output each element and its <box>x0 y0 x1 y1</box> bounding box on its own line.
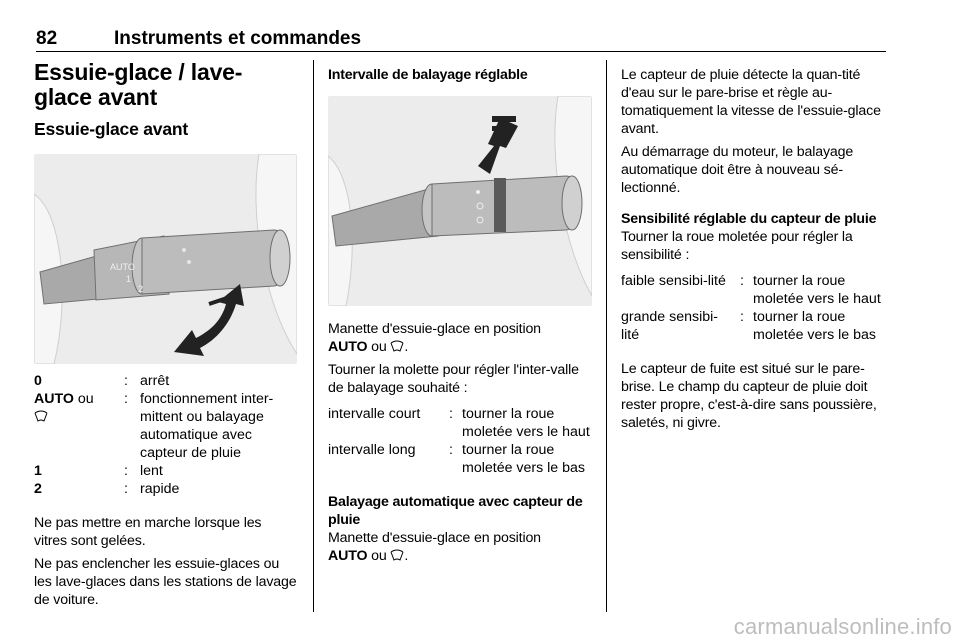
turn-arrow-icon <box>174 284 244 356</box>
interval-illustration <box>328 96 592 306</box>
auto-label: AUTO <box>34 391 74 407</box>
list-item <box>621 308 887 344</box>
sensitivity-term: grande sensibi-lité <box>621 309 719 343</box>
instruction-paragraph: Manette d'essuie-glace en position AUTO ou . <box>328 530 541 564</box>
interval-figure <box>328 96 592 306</box>
auto-label: AUTO <box>328 339 368 355</box>
list-item <box>34 390 298 462</box>
separator: : <box>124 481 128 497</box>
auto-label: AUTO <box>328 548 368 564</box>
separator: : <box>740 273 744 289</box>
section-title: Essuie-glace / lave-glace avant <box>34 59 243 110</box>
sensitivity-term: faible sensibi-lité <box>621 273 726 289</box>
warning-paragraph: Ne pas mettre en marche lorsque les vitres sont gelées. <box>34 515 262 549</box>
position-def: fonctionnement inter-mittent ou balayage automatique avec capteur de pluie <box>140 391 274 461</box>
column-2 <box>328 60 590 565</box>
position-term: 0 <box>34 373 42 389</box>
section-heading: Intervalle de balayage réglable <box>328 67 528 83</box>
watermark: carmanualsonline.info <box>733 614 952 639</box>
info-paragraph: Le capteur de fuite est situé sur le pare-brise. Le champ du capteur de pluie doit rester propre, c'est-à-dire sans poussière, saletés, ni givre. <box>621 361 877 431</box>
section-heading: Balayage automatique avec capteur de pluie <box>328 494 583 528</box>
interval-list <box>328 405 590 477</box>
separator: : <box>449 406 453 422</box>
column-1 <box>34 60 298 609</box>
figure-caption: Manette d'essuie-glace en position AUTO ou . <box>328 321 541 355</box>
column-3 <box>621 60 887 432</box>
speed-2-mark: 2 <box>138 284 144 294</box>
sensitivity-def: tourner la roue moletée vers le haut <box>753 273 881 307</box>
page-number: 82 <box>36 28 58 49</box>
position-term: 2 <box>34 481 42 497</box>
warning-paragraph: Ne pas enclencher les essuie-glaces ou les lave-glaces dans les stations de lavage de voiture. <box>34 556 297 608</box>
rain-sensor-wiper-icon <box>390 549 404 561</box>
list-item <box>621 272 887 308</box>
wiper-stalk-figure <box>34 154 297 364</box>
position-list <box>34 372 298 498</box>
rain-sensor-wiper-icon <box>34 410 48 422</box>
wiper-stalk-illustration <box>34 154 297 364</box>
instruction-paragraph: Tourner la roue moletée pour régler la sensibilité : <box>621 229 853 263</box>
auto-mark: AUTO <box>110 262 135 272</box>
caption-text: Manette d'essuie-glace en position <box>328 321 541 337</box>
chapter-title: Instruments et commandes <box>114 28 362 49</box>
interval-def: tourner la roue moletée vers le bas <box>462 442 586 476</box>
caption-text: Manette d'essuie-glace en position <box>328 530 541 546</box>
position-term: 1 <box>34 463 42 479</box>
position-term <box>34 390 112 462</box>
list-item <box>328 441 590 477</box>
speed-1-mark: 1 <box>126 274 132 284</box>
info-paragraph: Le capteur de pluie détecte la quan-tité d'eau sur le pare-brise et règle au-tomatiquement la vitesse de l'essuie-glace avant. <box>621 67 881 137</box>
info-paragraph: Au démarrage du moteur, le balayage automatique doit être à nouveau sé-lectionné. <box>621 144 854 196</box>
list-item <box>34 462 298 480</box>
or-label: ou <box>73 391 94 407</box>
interval-def: tourner la roue moletée vers le haut <box>462 406 590 440</box>
section-heading: Sensibilité réglable du capteur de pluie <box>621 211 877 227</box>
instruction-paragraph: Tourner la molette pour régler l'inter-valle de balayage souhaité : <box>328 362 579 396</box>
rain-sensor-wiper-icon <box>390 340 404 352</box>
sensitivity-def: tourner la roue moletée vers le bas <box>753 309 877 343</box>
interval-term: intervalle long <box>328 442 416 458</box>
separator: : <box>124 463 128 479</box>
section-subtitle: Essuie-glace avant <box>34 119 188 139</box>
page-header <box>36 28 886 52</box>
or-label: ou <box>367 339 391 355</box>
or-label: ou <box>367 548 391 564</box>
list-item <box>34 480 298 498</box>
separator: : <box>124 391 128 407</box>
separator: : <box>740 309 744 325</box>
interval-term: intervalle court <box>328 406 421 422</box>
list-item <box>34 372 298 390</box>
separator: : <box>449 442 453 458</box>
position-def: lent <box>140 463 163 479</box>
position-def: arrêt <box>140 373 170 389</box>
column-divider <box>606 60 607 612</box>
sensitivity-list <box>621 272 887 344</box>
position-def: rapide <box>140 481 180 497</box>
column-divider <box>313 60 314 612</box>
separator: : <box>124 373 128 389</box>
list-item <box>328 405 590 441</box>
